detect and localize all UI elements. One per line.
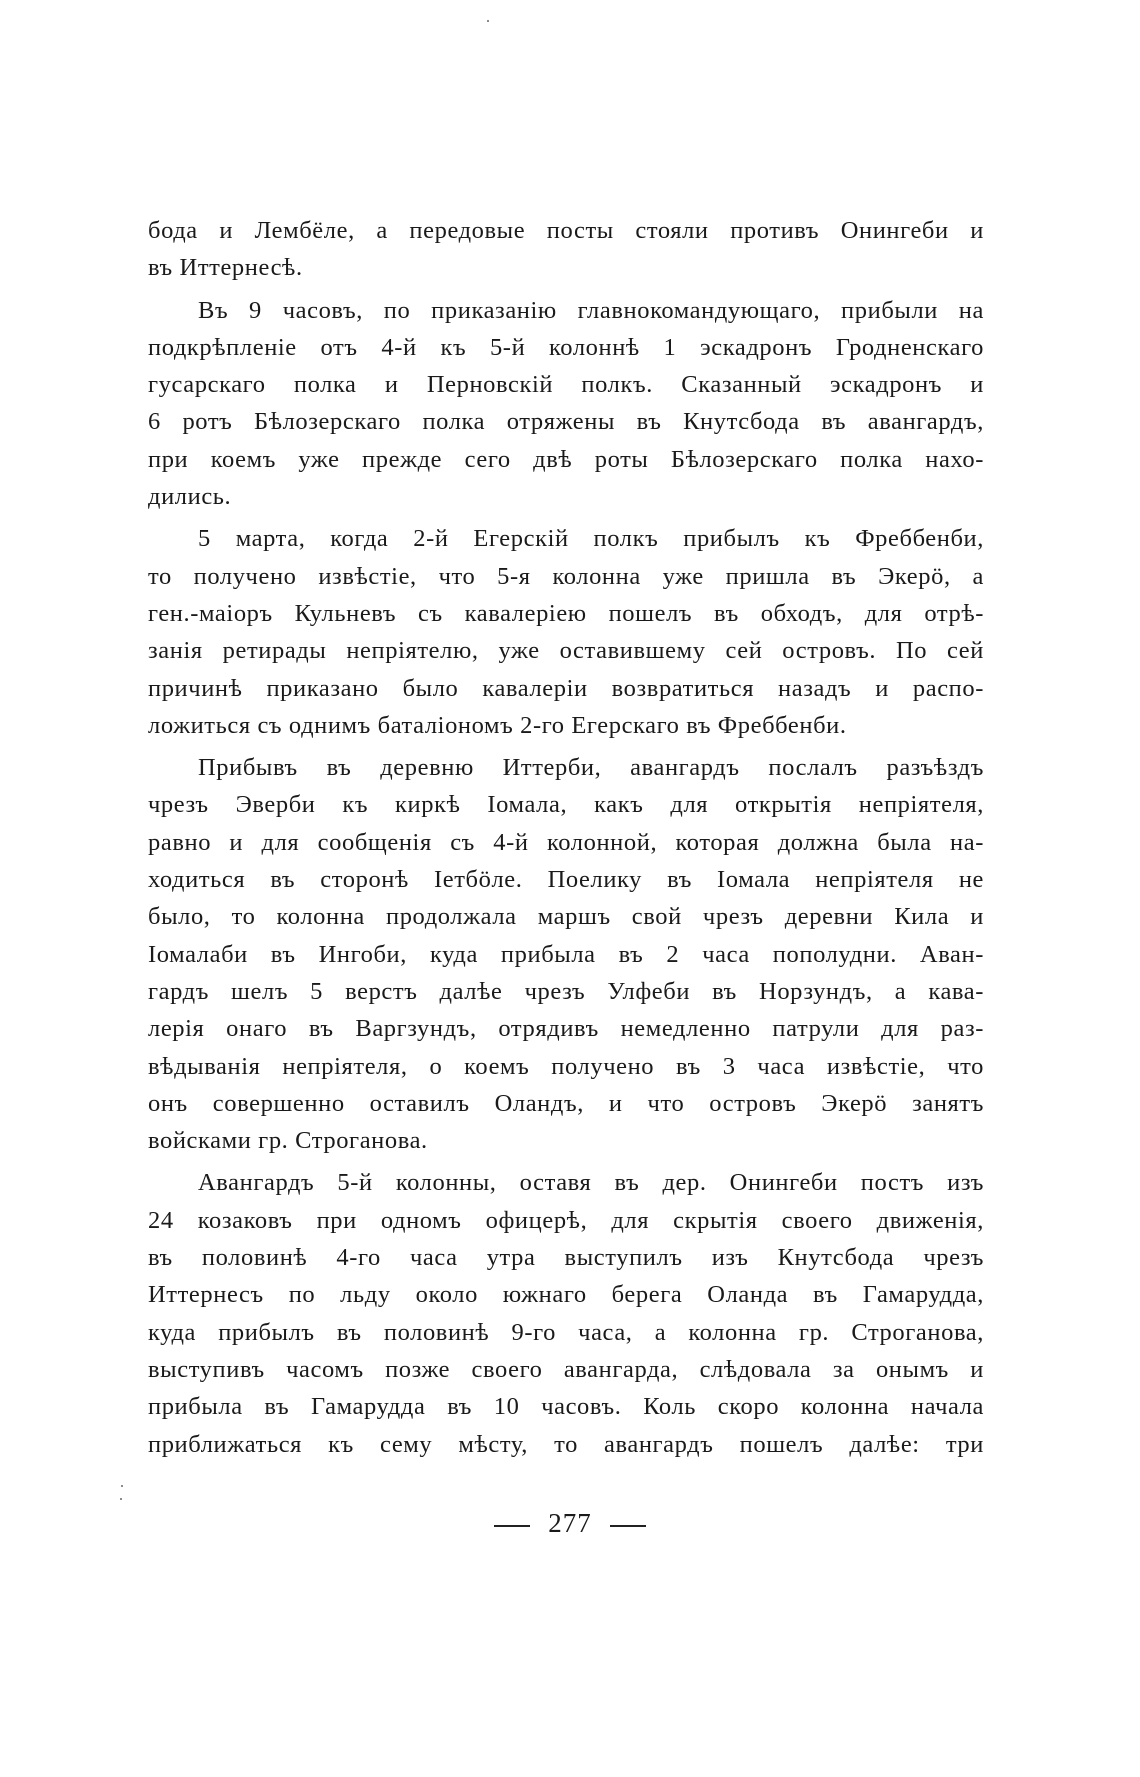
text-line: равно и для сообщенія съ 4-й колонной, которая должна была на- (148, 828, 984, 856)
text-line: въ Иттернесѣ. (148, 254, 303, 282)
text-line: при коемъ уже прежде сего двѣ роты Бѣлозерскаго полка нахо- (148, 445, 984, 473)
text-line: гардъ шелъ 5 верстъ далѣе чрезъ Улфеби въ Норзундъ, а кава- (148, 977, 984, 1005)
text-line: лерія онаго въ Варгзундъ, отрядивъ немедленно патрули для раз- (148, 1015, 984, 1043)
paragraph (148, 520, 984, 744)
paragraph (148, 749, 984, 1159)
page-number: 277 (548, 1508, 592, 1538)
scan-speck (487, 20, 489, 22)
text-line: ген.-маіоръ Кульневъ съ кавалеріею пошелъ въ обходъ, для отрѣ- (148, 599, 984, 627)
text-line: чрезъ Эверби къ киркѣ Іомала, какъ для открытія непріятеля, (148, 791, 984, 819)
body-text (148, 212, 984, 1468)
right-dash (610, 1525, 646, 1527)
text-line: Прибывъ въ деревню Иттерби, авангардъ послалъ разъѣздъ (198, 754, 984, 782)
page-footer (0, 1506, 1140, 1540)
text-line: подкрѣпленіе отъ 4-й къ 5-й колоннѣ 1 эскадронъ Гродненскаго (148, 333, 984, 361)
text-line: 6 ротъ Бѣлозерскаго полка отряжены въ Кнутсбода въ авангардъ, (148, 408, 984, 436)
scan-speck (120, 1498, 122, 1500)
text-line: 24 козаковъ при одномъ офицерѣ, для скрытія своего движенія, (148, 1206, 984, 1234)
text-line: онъ совершенно оставилъ Оландъ, и что островъ Экерö занятъ (148, 1089, 984, 1117)
text-line: вѣдыванія непріятеля, о коемъ получено въ 3 часа извѣстіе, что (148, 1052, 984, 1080)
text-line: бода и Лембёле, а передовые посты стояли противъ Онингеби и (148, 217, 984, 244)
text-line: было, то колонна продолжала маршъ свой чрезъ деревни Кила и (148, 903, 984, 931)
text-line: Иттернесъ по льду около южнаго берега Оланда въ Гамарудда, (148, 1281, 984, 1309)
paragraph (148, 292, 984, 516)
paragraph (148, 212, 984, 287)
text-line: 5 марта, когда 2-й Егерскій полкъ прибылъ къ Фреббенби, (198, 525, 984, 553)
text-line: ложиться съ однимъ баталіономъ 2-го Егерскаго въ Фреббенби. (148, 711, 847, 739)
text-line: войсками гр. Строганова. (148, 1127, 428, 1155)
left-dash (494, 1525, 530, 1527)
text-line: Въ 9 часовъ, по приказанію главнокомандующаго, прибыли на (198, 296, 984, 324)
text-line: приближаться къ сему мѣсту, то авангардъ пошелъ далѣе: три (148, 1430, 984, 1458)
text-line: куда прибылъ въ половинѣ 9-го часа, а колонна гр. Строганова, (148, 1318, 984, 1346)
text-line: занія ретирады непріятелю, уже оставившему сей островъ. По сей (148, 637, 984, 665)
scan-speck (121, 1485, 123, 1487)
text-line: выступивъ часомъ позже своего авангарда, слѣдовала за онымъ и (148, 1355, 984, 1383)
text-line: въ половинѣ 4-го часа утра выступилъ изъ Кнутсбода чрезъ (148, 1244, 984, 1272)
text-line: Іомалаби въ Ингоби, куда прибыла въ 2 часа пополудни. Аван- (148, 940, 984, 968)
text-line: причинѣ приказано было кавалеріи возвратиться назадъ и распо- (148, 674, 984, 702)
text-line: гусарскаго полка и Перновскій полкъ. Сказанный эскадронъ и (148, 371, 984, 399)
text-line: то получено извѣстіе, что 5-я колонна уже пришла въ Экерö, а (148, 562, 984, 590)
text-line: прибыла въ Гамарудда въ 10 часовъ. Коль скоро колонна начала (148, 1393, 984, 1421)
text-line: дились. (148, 483, 232, 511)
paragraph (148, 1164, 984, 1462)
text-line: Авангардъ 5-й колонны, оставя въ дер. Онингеби постъ изъ (198, 1169, 984, 1197)
text-line: ходиться въ сторонѣ Іетбöле. Поелику въ Іомала непріятеля не (148, 866, 984, 894)
